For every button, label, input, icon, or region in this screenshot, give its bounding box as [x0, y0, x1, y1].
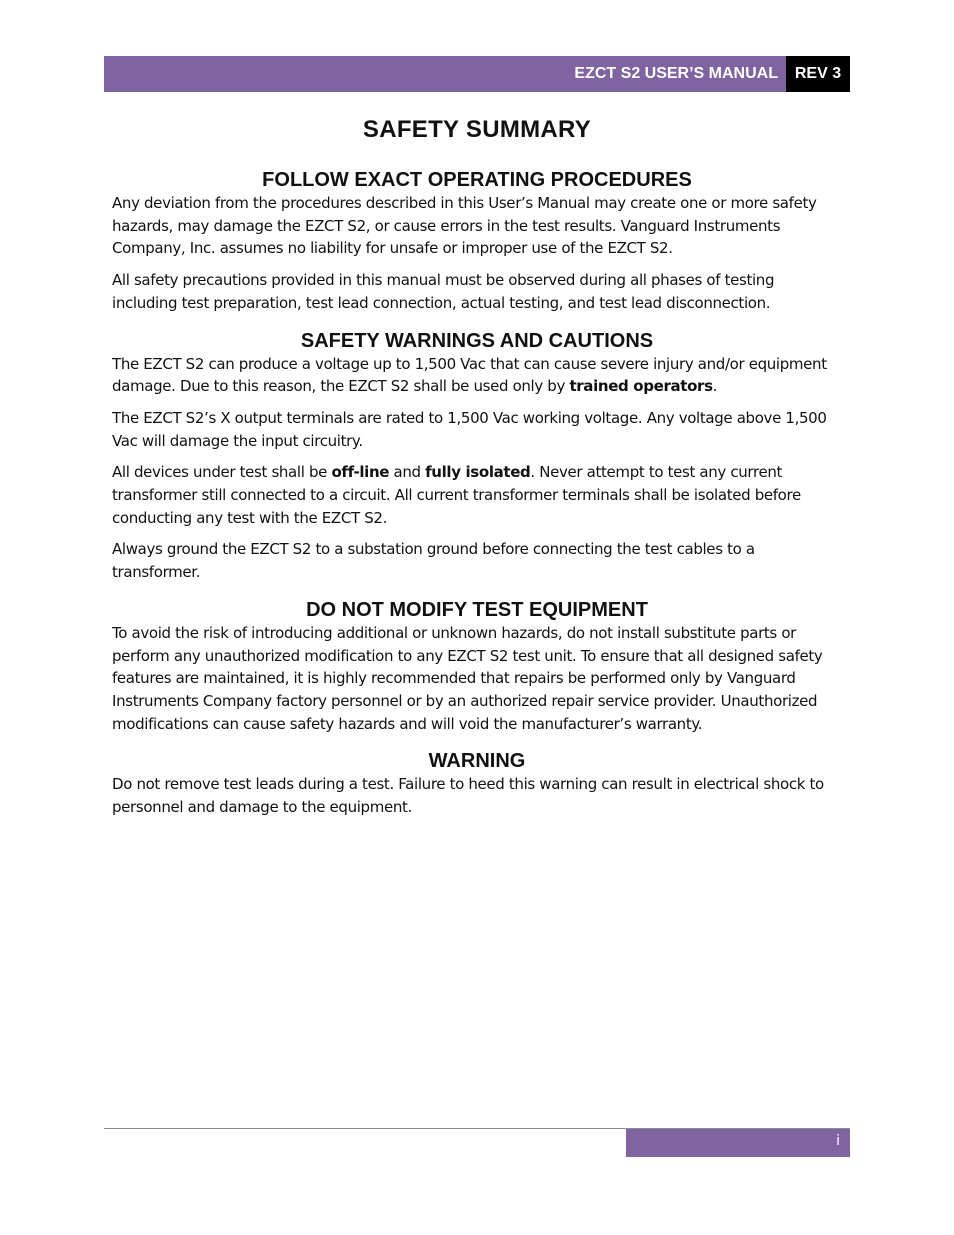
paragraph: Any deviation from the procedures described in this User’s Manual may create one or more safety hazards, may damage the EZCT S2, or cause errors in the test results. Vanguard Instruments Company, Inc. assumes no liability for unsafe or improper use of the EZCT S2. — [112, 194, 817, 258]
paragraph: To avoid the risk of introducing additional or unknown hazards, do not install substitute parts or perform any unauthorized modification to any EZCT S2 test unit. To ensure that all designed safety features are maintained, it is highly recommended that repairs be performed only by Vanguard Instruments Company factory personnel or by an authorized repair service provider. Unauthorized modifications can cause safety hazards and will void the manufacturer’s warranty. — [112, 623, 823, 733]
section-heading: FOLLOW EXACT OPERATING PROCEDURES — [262, 169, 692, 191]
paragraph: All safety precautions provided in this manual must be observed during all phases of testing including test preparation, test lead connection, actual testing, and test lead disconnection. — [112, 271, 775, 312]
section-warning — [112, 749, 842, 818]
emphasis-fully-isolated: fully isolated — [425, 463, 531, 482]
section-heading: SAFETY WARNINGS AND CAUTIONS — [300, 329, 654, 352]
paragraph: The EZCT S2’s X output terminals are rated to 1,500 Vac working voltage. Any voltage above 1,500 Vac will damage the input circuitry. — [112, 408, 827, 450]
page-title: SAFETY SUMMARY — [362, 116, 592, 143]
emphasis-off-line: off-line — [331, 463, 390, 482]
section-heading: DO NOT MODIFY TEST EQUIPMENT — [306, 598, 648, 621]
section-follow-procedures — [112, 168, 842, 315]
section-do-not-modify — [112, 598, 842, 736]
paragraph: The EZCT S2 can produce a voltage up to 1,500 Vac that can cause severe injury and/or equipment damage. Due to this reason, the EZCT S2 shall be used only by trained operators. — [112, 354, 827, 396]
paragraph: Do not remove test leads during a test. Failure to heed this warning can result in electrical shock to personnel and damage to the equipment. — [112, 775, 824, 817]
section-warnings-cautions — [112, 329, 842, 584]
section-heading: WARNING — [428, 750, 526, 773]
footer-bar — [626, 1129, 850, 1157]
paragraph: Always ground the EZCT S2 to a substation ground before connecting the test cables to a transformer. — [112, 540, 755, 582]
manual-title: EZCT S2 USER’S MANUAL — [574, 65, 778, 82]
page-content — [112, 112, 842, 833]
emphasis-trained-operators: trained operators — [569, 377, 713, 396]
header-bar — [104, 56, 850, 92]
paragraph: All devices under test shall be off-line and fully isolated. Never attempt to test any current transformer still connected to a circuit. All current transformer terminals shall be isolated before conducting any test with the EZCT S2. — [112, 463, 801, 527]
revision-badge: REV 3 — [786, 56, 850, 92]
page-number: i — [836, 1133, 840, 1149]
